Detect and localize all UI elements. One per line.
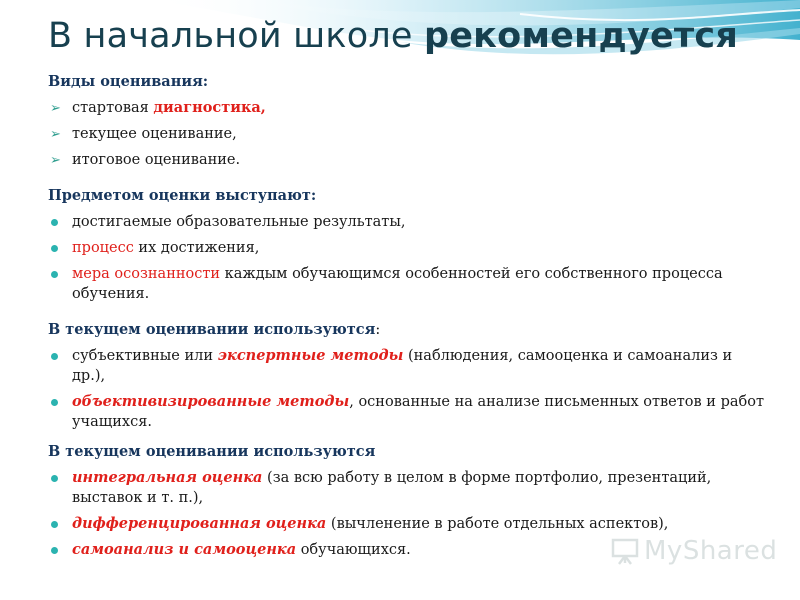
item-highlight: дифференцированная оценка — [72, 515, 327, 532]
item-text: (за всю работу в целом в форме портфолио, презентаций, выставок и т. п.), — [72, 470, 712, 506]
list-item — [48, 238, 768, 258]
title-bold: рекомендуется — [423, 16, 739, 56]
item-highlight: экспертные методы — [217, 347, 404, 364]
item-highlight: интегральная оценка — [72, 469, 263, 486]
item-text: субъективные или — [72, 348, 218, 364]
item-highlight: процесс — [72, 240, 134, 256]
section-heading-assessment-subject: Предметом оценки выступают: — [48, 187, 317, 204]
heading-colon: : — [375, 322, 381, 338]
list-item — [48, 514, 768, 534]
section-heading-assessment-types: Виды оценивания: — [48, 73, 209, 90]
section-heading-current-methods — [48, 320, 768, 340]
title-normal: В начальной школе — [48, 16, 424, 56]
list-item — [48, 212, 768, 232]
item-text: текущее оценивание, — [72, 126, 237, 142]
item-highlight: диагностика, — [153, 99, 266, 116]
item-text: , основанные на анализе письменных ответов и работ учащихся. — [72, 394, 764, 430]
item-text: каждым обучающимся особенностей его собственного процесса обучения. — [72, 266, 723, 302]
list-item — [48, 468, 768, 508]
slide-content — [48, 72, 768, 560]
item-highlight: мера осознанности — [72, 266, 221, 282]
list-item — [48, 98, 768, 118]
dot-bullet-icon — [51, 245, 58, 252]
dot-bullet-icon — [51, 399, 58, 406]
dot-bullet-icon — [51, 547, 58, 554]
assessment-subject-list — [48, 212, 768, 304]
item-text: достигаемые образовательные результаты, — [72, 214, 406, 230]
heading-text: В текущем оценивании используются — [48, 321, 376, 338]
list-item — [48, 124, 768, 144]
list-item — [48, 264, 768, 304]
item-highlight: самоанализ и самооценка — [72, 541, 297, 558]
dot-bullet-icon — [51, 353, 58, 360]
item-text: стартовая — [72, 100, 154, 116]
list-item — [48, 392, 768, 432]
presentation-board-icon — [610, 536, 640, 566]
list-item — [48, 150, 768, 170]
watermark — [610, 536, 777, 566]
section-heading-current-evaluation: В текущем оценивании используются — [48, 443, 376, 460]
arrow-bullet-icon: ➢ — [50, 127, 61, 142]
arrow-bullet-icon: ➢ — [50, 101, 61, 116]
list-item — [48, 346, 768, 386]
item-text: обучающихся. — [296, 542, 411, 558]
assessment-types-list — [48, 98, 768, 170]
item-text: итоговое оценивание. — [72, 152, 241, 168]
current-methods-list — [48, 346, 768, 432]
slide-title — [48, 16, 738, 56]
dot-bullet-icon — [51, 271, 58, 278]
item-text: (вычленение в работе отдельных аспектов), — [326, 516, 669, 532]
dot-bullet-icon — [51, 475, 58, 482]
arrow-bullet-icon: ➢ — [50, 153, 61, 168]
item-text: их достижения, — [133, 240, 260, 256]
dot-bullet-icon — [51, 521, 58, 528]
watermark-text: MyShared — [644, 536, 778, 566]
item-highlight: объективизированные методы — [72, 393, 350, 410]
dot-bullet-icon — [51, 219, 58, 226]
item-text: (наблюдения, самооценка и самоанализ и др.), — [72, 348, 733, 384]
